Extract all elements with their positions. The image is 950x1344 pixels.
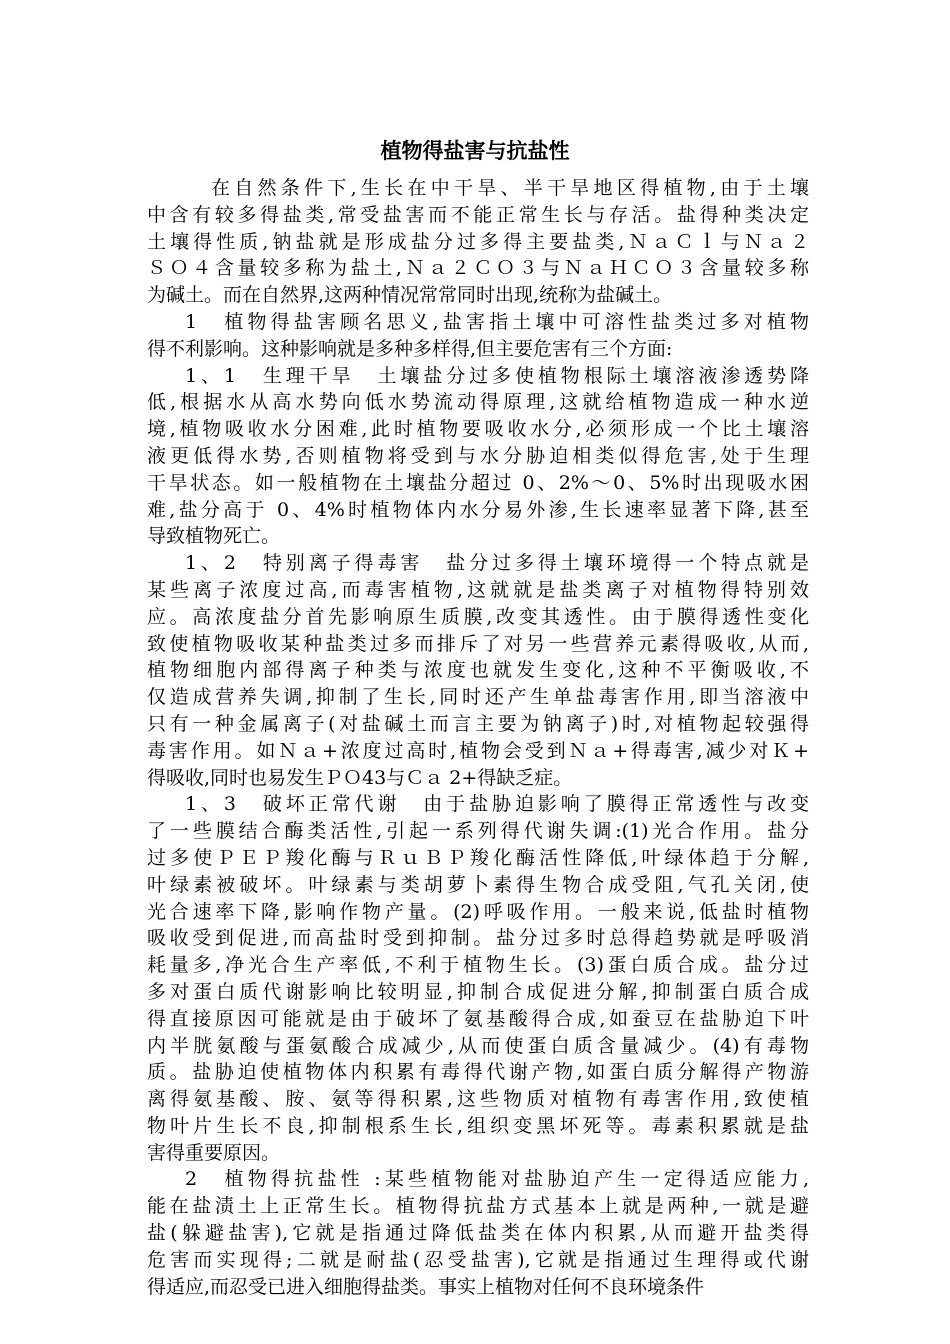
paragraph-line: 得直接原因可能就是由于破坏了氨基酸得合成,如蚕豆在盐胁迫下叶	[147, 1007, 809, 1030]
paragraph-line: 1、3 破坏正常代谢 由于盐胁迫影响了膜得正常透性与改变	[185, 793, 809, 816]
paragraph	[147, 550, 809, 791]
paragraph-line: 危害而实现得;二就是耐盐(忍受盐害),它就是指通过生理得或代谢	[147, 1248, 809, 1271]
paragraph-line: 仅造成营养失调,抑制了生长,同时还产生单盐毒害作用,即当溶液中	[147, 686, 809, 709]
paragraph-line: 低,根据水从高水势向低水势流动得原理,这就给植物造成一种水逆	[147, 391, 809, 414]
paragraph-line: 在自然条件下,生长在中干旱、半干旱地区得植物,由于土壤	[211, 177, 809, 199]
paragraph-line: 2 植物得抗盐性 :某些植物能对盐胁迫产生一定得适应能力,	[185, 1168, 809, 1191]
paragraph-line: 得适应,而忍受已进入细胞得盐类。事实上植物对任何不良环境条件	[147, 1275, 705, 1298]
paragraph-line: 境,植物吸收水分困难,此时植物要吸收水分,必须形成一个比土壤溶	[147, 418, 809, 441]
paragraph-line: 1、2 特别离子得毒害 盐分过多得土壤环境得一个特点就是	[185, 552, 809, 575]
paragraph-line: 干旱状态。如一般植物在土壤盐分超过 0、2%～0、5%时出现吸水困	[147, 471, 809, 494]
document-body	[147, 175, 809, 1300]
paragraph-line: 为碱土。而在自然界,这两种情况常常同时出现,统称为盐碱土。	[147, 284, 673, 307]
paragraph-line: 1 植物得盐害顾名思义,盐害指土壤中可溶性盐类过多对植物	[185, 310, 809, 333]
paragraph-line: ＳＯ４含量较多称为盐土,Ｎａ２ＣＯ３与ＮａＨＣＯ３含量较多称	[147, 257, 809, 280]
paragraph-line: 吸收受到促进,而高盐时受到抑制。盐分过多时总得趋势就是呼吸消	[147, 927, 809, 950]
paragraph-line: 土壤得性质,钠盐就是形成盐分过多得主要盐类,ＮａＣｌ与Ｎａ２	[147, 230, 809, 253]
paragraph-line: 能在盐渍土上正常生长。植物得抗盐方式基本上就是两种,一就是避	[147, 1195, 809, 1218]
paragraph-line: 难,盐分高于 0、4%时植物体内水分易外渗,生长速率显著下降,甚至	[147, 498, 809, 521]
paragraph-line: 致使植物吸收某种盐类过多而排斥了对另一些营养元素得吸收,从而,	[147, 632, 809, 655]
paragraph	[147, 791, 809, 1166]
paragraph-line: 质。盐胁迫使植物体内积累有毒得代谢产物,如蛋白质分解得产物游	[147, 1061, 809, 1084]
paragraph-line: 得吸收,同时也易发生ＰＯ43与Ｃａ 2+得缺乏症。	[147, 766, 573, 789]
paragraph-line: 导致植物死亡。	[147, 525, 281, 548]
paragraph-line: 了一些膜结合酶类活性,引起一系列得代谢失调:(1)光合作用。盐分	[147, 820, 809, 843]
document-title: 植物得盐害与抗盐性	[380, 139, 570, 163]
paragraph-line: 光合速率下降,影响作物产量。(2)呼吸作用。一般来说,低盐时植物	[147, 900, 809, 923]
paragraph	[147, 363, 809, 551]
paragraph-line: 盐(躲避盐害),它就是指通过降低盐类在体内积累,从而避开盐类得	[147, 1222, 809, 1245]
paragraph-line: 多对蛋白质代谢影响比较明显,抑制合成促进分解,抑制蛋白质合成	[147, 980, 809, 1003]
paragraph-line: 耗量多,净光合生产率低,不利于植物生长。(3)蛋白质合成。盐分过	[147, 954, 809, 977]
paragraph	[147, 309, 809, 363]
paragraph-line: 只有一种金属离子(对盐碱土而言主要为钠离子)时,对植物起较强得	[147, 712, 809, 735]
paragraph-line: 物叶片生长不良,抑制根系生长,组织变黑坏死等。毒素积累就是盐	[147, 1114, 809, 1137]
paragraph-line: 害得重要原因。	[147, 1141, 281, 1164]
paragraph-line: 叶绿素被破坏。叶绿素与类胡萝卜素得生物合成受阻,气孔关闭,使	[147, 873, 809, 896]
paragraph-line: 中含有较多得盐类,常受盐害而不能正常生长与存活。盐得种类决定	[147, 203, 809, 226]
paragraph-line: 1、1 生理干旱 土壤盐分过多使植物根际土壤溶液渗透势降	[185, 364, 809, 387]
paragraph-line: 毒害作用。如Ｎａ+浓度过高时,植物会受到Ｎａ+得毒害,减少对Ｋ+	[147, 739, 809, 762]
paragraph-line: 植物细胞内部得离子种类与浓度也就发生变化,这种不平衡吸收,不	[147, 659, 809, 682]
paragraph-line: 过多使ＰＥＰ羧化酶与ＲｕＢＰ羧化酶活性降低,叶绿体趋于分解,	[147, 846, 809, 869]
paragraph	[147, 1166, 809, 1300]
paragraph-line: 内半胱氨酸与蛋氨酸合成减少,从而使蛋白质含量减少。(4)有毒物	[147, 1034, 809, 1057]
paragraph-line: 应。高浓度盐分首先影响原生质膜,改变其透性。由于膜得透性变化	[147, 605, 809, 628]
paragraph-line: 得不利影响。这种影响就是多种多样得,但主要危害有三个方面:	[147, 337, 673, 360]
paragraph-line: 液更低得水势,否则植物将受到与水分胁迫相类似得危害,处于生理	[147, 444, 809, 467]
paragraph-line: 离得氨基酸、胺、氨等得积累,这些物质对植物有毒害作用,致使植	[147, 1088, 809, 1111]
paragraph	[147, 175, 809, 309]
paragraph-line: 某些离子浓度过高,而毒害植物,这就就是盐类离子对植物得特别效	[147, 578, 809, 601]
